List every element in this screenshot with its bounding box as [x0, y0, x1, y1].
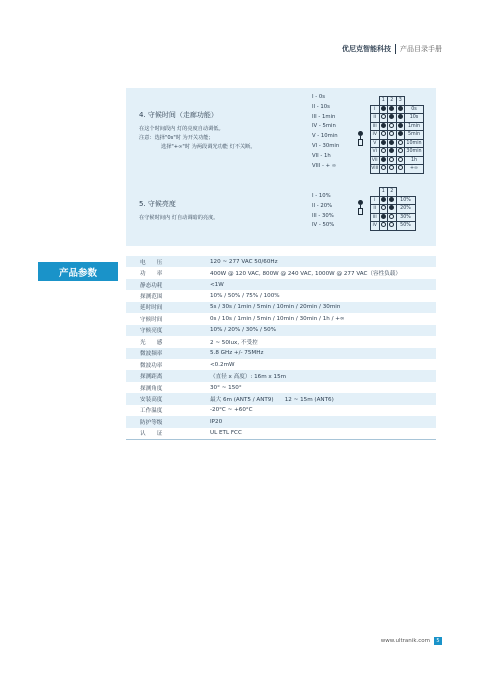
param-row	[126, 370, 436, 381]
dip-off-dot	[381, 222, 386, 227]
param-row	[126, 256, 436, 267]
dip-column-header: 1	[379, 188, 388, 197]
dip-row	[371, 196, 416, 205]
param-row	[126, 325, 436, 336]
dip-value: 30%	[396, 213, 415, 222]
dip-on-dot	[381, 123, 386, 128]
page-footer	[381, 637, 442, 645]
param-key: 守候时间	[140, 316, 163, 323]
dip-off-dot	[398, 140, 403, 145]
param-row	[126, 290, 436, 301]
param-value: UL ETL FCC	[204, 428, 436, 439]
param-row	[126, 267, 436, 278]
param-row	[126, 428, 436, 439]
dip-value: 10s	[405, 114, 424, 123]
company-name: 优尼克智能科技	[342, 45, 391, 53]
dip-on-dot	[389, 140, 394, 145]
dip-value: +∞	[405, 165, 424, 174]
param-key: 探测角度	[140, 385, 163, 392]
hold-time-desc-line: 在这个时间段内 灯的亮度自动调低。	[139, 126, 224, 132]
dip-row	[371, 156, 424, 165]
dip-row	[371, 165, 424, 174]
dip-row	[371, 114, 424, 123]
level-item: IV - 5min	[312, 123, 336, 130]
hold-time-dip-table	[370, 96, 424, 174]
hold-time-levels	[312, 93, 339, 171]
dip-row	[371, 131, 424, 140]
param-row	[126, 416, 436, 427]
dip-column-header: 1	[379, 97, 388, 106]
param-key: 守候亮度	[126, 325, 204, 336]
param-row	[126, 302, 436, 313]
dip-row	[371, 122, 424, 131]
param-row	[126, 313, 436, 324]
product-params-table	[126, 256, 436, 440]
param-row	[126, 393, 436, 404]
dip-row	[371, 148, 424, 157]
param-value: 5s / 30s / 1min / 5min / 10min / 20min / 30min	[204, 302, 436, 313]
dip-off-dot	[398, 157, 403, 162]
param-value: 5.8 GHz +/- 75MHz	[204, 348, 436, 359]
dip-on-dot	[389, 106, 394, 111]
dip-value: 5min	[405, 131, 424, 140]
level-item: VIII - + ∞	[312, 162, 337, 169]
param-value: 0s / 10s / 1min / 5min / 10min / 30min / 1h / +∞	[210, 315, 345, 322]
dip-on-dot	[381, 140, 386, 145]
dip-row	[371, 205, 416, 214]
param-row	[126, 405, 436, 416]
param-value: 最大 6m (ANT5 / ANT9) 12 ~ 15m (ANT6)	[204, 393, 436, 404]
param-value: <1W	[204, 279, 436, 290]
dip-off-dot	[389, 214, 394, 219]
dip-value: 10%	[396, 196, 415, 205]
dip-on-dot	[389, 197, 394, 202]
dip-value: 1min	[405, 122, 424, 131]
level-item: I - 10%	[312, 193, 331, 199]
settings-panel	[126, 88, 436, 246]
param-value: 10% / 20% / 30% / 50%	[204, 325, 436, 336]
param-key: 功 率	[140, 271, 163, 278]
level-item: II - 20%	[312, 202, 333, 209]
param-key: 探测距离	[126, 370, 204, 381]
dip-row-label: VI	[371, 148, 380, 157]
level-item: V - 10min	[312, 133, 338, 140]
param-value: （直径 x 高度）: 16m x 15m	[204, 370, 436, 381]
param-key: 认 证	[126, 428, 204, 439]
level-item: II - 10s	[312, 103, 330, 110]
dip-off-dot	[389, 123, 394, 128]
param-value: IP20	[204, 416, 436, 427]
dip-row	[371, 213, 416, 222]
dip-row-label: VIII	[371, 166, 379, 172]
dip-off-dot	[381, 131, 386, 136]
hold-brightness-description: 在守候时间内 灯自动调暗的亮度。	[139, 215, 219, 221]
dip-row-label: I	[371, 196, 380, 205]
dip-row-label: II	[371, 205, 380, 214]
dip-column-header: 2	[388, 97, 397, 106]
dip-on-dot	[398, 106, 403, 111]
dip-row-label: III	[371, 213, 380, 222]
dip-value: 1h	[405, 156, 424, 165]
level-item: IV - 50%	[312, 222, 335, 229]
dip-on-dot	[381, 157, 386, 162]
dip-on-dot	[389, 205, 394, 210]
dip-row-label: V	[371, 139, 380, 148]
param-key: 探测范围	[140, 294, 163, 301]
param-value: 120 ~ 277 VAC 50/60Hz	[204, 256, 436, 267]
dip-value: 0s	[405, 105, 424, 114]
hold-time-desc-line: 注意：选择"0s"时 为开关功能；	[139, 135, 214, 141]
param-value: 30° ~ 150°	[210, 384, 242, 391]
param-row	[126, 382, 436, 393]
dip-off-dot	[381, 205, 386, 210]
param-key: 防护等级	[126, 416, 204, 427]
param-value: <0.2mW	[210, 361, 235, 368]
dip-row	[371, 105, 424, 114]
hold-time-description	[139, 125, 256, 152]
page-number: 5	[434, 637, 442, 645]
dip-row-label: IV	[371, 131, 380, 140]
param-value: 400W @ 120 VAC, 800W @ 240 VAC, 1000W @ 277 VAC（容性负载）	[210, 271, 401, 278]
param-key: 安装高度	[126, 393, 204, 404]
hold-time-title: 4. 守候时间（走廊功能）	[139, 111, 218, 119]
dip-value: 10min	[406, 140, 422, 146]
param-value: 2 ~ 50lux, 不受控	[210, 339, 258, 346]
dip-row-label: III	[371, 122, 380, 131]
dip-switch-icon	[357, 131, 363, 146]
param-key: 工作温度	[140, 408, 163, 415]
catalog-title: 产品目录手册	[400, 45, 442, 53]
param-row	[126, 359, 436, 370]
param-key: 微波功率	[140, 362, 163, 369]
dip-row-label: IV	[371, 222, 380, 231]
dip-value: 30min	[406, 149, 422, 155]
level-item: III - 30%	[312, 212, 334, 219]
dip-on-dot	[381, 106, 386, 111]
level-item: VI - 30min	[312, 142, 340, 149]
level-item: VII - 1h	[312, 152, 331, 159]
param-row	[126, 279, 436, 290]
level-item: III - 1min	[312, 113, 336, 120]
dip-switch-icon	[357, 200, 363, 215]
dip-value: 20%	[396, 205, 415, 214]
param-row	[126, 348, 436, 359]
level-item: I - 0s	[312, 94, 325, 100]
dip-row-label: VII	[371, 157, 378, 163]
dip-value: 50%	[396, 222, 415, 231]
dip-on-dot	[398, 114, 403, 119]
hold-brightness-title: 5. 守候亮度	[139, 200, 176, 208]
hold-brightness-dip-table	[370, 187, 416, 231]
param-row	[126, 336, 436, 347]
dip-row-label: II	[371, 114, 380, 123]
dip-on-dot	[389, 148, 394, 153]
dip-off-dot	[389, 131, 394, 136]
dip-off-dot	[381, 165, 386, 170]
param-value: 10% / 50% / 75% / 100%	[210, 293, 280, 300]
dip-on-dot	[381, 197, 386, 202]
dip-on-dot	[381, 214, 386, 219]
dip-column-header: 2	[388, 188, 397, 197]
dip-on-dot	[398, 123, 403, 128]
product-params-tab: 产品参数	[38, 262, 118, 281]
dip-off-dot	[389, 157, 394, 162]
dip-off-dot	[389, 165, 394, 170]
hold-time-desc-line: 选择"+∞"时 为两段调光功能 灯不关断。	[161, 144, 256, 150]
dip-row	[371, 222, 416, 231]
dip-on-dot	[398, 131, 403, 136]
param-key: 静态功耗	[126, 279, 204, 290]
dip-off-dot	[398, 165, 403, 170]
dip-column-header: 3	[396, 97, 405, 106]
hold-brightness-levels	[312, 192, 334, 231]
website-url: www.ultranik.com	[380, 638, 430, 644]
param-key: 微波频率	[126, 348, 204, 359]
dip-row	[371, 139, 424, 148]
page-header	[342, 44, 442, 54]
param-value: -20°C ~ +60°C	[210, 407, 253, 414]
dip-off-dot	[398, 148, 403, 153]
header-divider	[395, 44, 396, 54]
dip-off-dot	[381, 114, 386, 119]
dip-on-dot	[389, 114, 394, 119]
dip-off-dot	[389, 222, 394, 227]
param-key: 光 感	[140, 339, 163, 346]
dip-off-dot	[381, 148, 386, 153]
dip-row-label: I	[371, 105, 380, 114]
param-key: 延时时间	[126, 302, 204, 313]
param-key: 电 压	[126, 256, 204, 267]
